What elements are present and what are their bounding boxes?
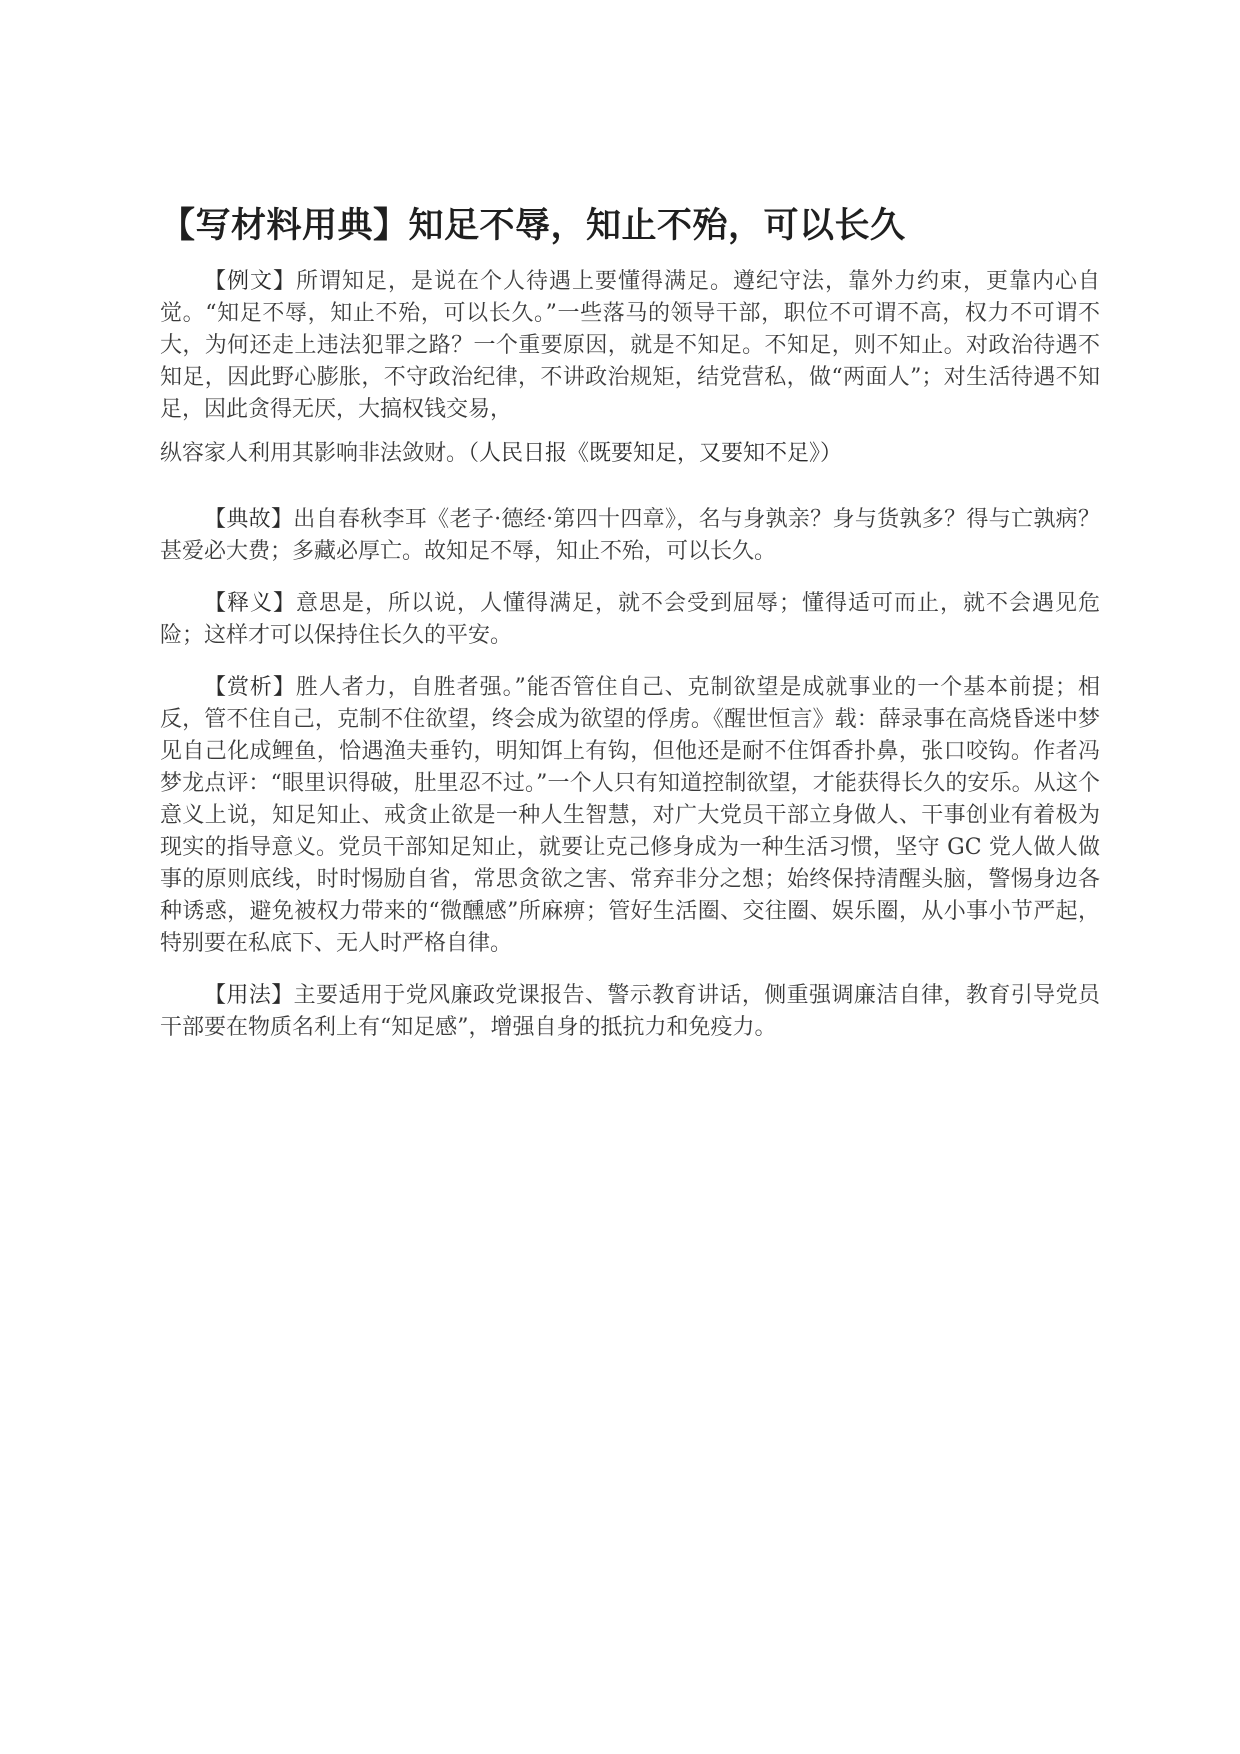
allusion-label: 【典故】	[204, 507, 294, 532]
example-source: （人民日报《既要知足，又要知不足》）	[468, 441, 843, 466]
example-text-tail: 纵容家人利用其影响非法敛财。	[160, 441, 469, 466]
document-page	[160, 204, 1100, 1064]
meaning-paragraph	[160, 588, 1100, 652]
meaning-text: 意思是，所以说，人懂得满足，就不会受到屈辱；懂得适可而止，就不会遇见危险；这样才可以保持住长久的平安。	[160, 591, 1100, 648]
allusion-text: 出自春秋李耳《老子·德经·第四十四章》，名与身孰亲？身与货孰多？得与亡孰病？甚爱必大费；多藏必厚亡。故知足不辱，知止不殆，可以长久。	[160, 507, 1100, 564]
document-title: 【写材料用典】知足不辱，知止不殆，可以长久	[160, 206, 906, 246]
example-tail-line	[160, 438, 1100, 470]
usage-label: 【用法】	[204, 983, 294, 1008]
meaning-label: 【释义】	[204, 591, 296, 616]
analysis-paragraph	[160, 672, 1100, 960]
example-text: 所谓知足，是说在个人待遇上要懂得满足。遵纪守法，靠外力约束，更靠内心自觉。“知足不辱，知止不殆，可以长久。”一些落马的领导干部，职位不可谓不高，权力不可谓不大，为何还走上违法犯罪之路？一个重要原因，就是不知足。不知足，则不知止。对政治待遇不知足，因此野心膨胀，不守政治纪律，不讲政治规矩，结党营私，做“两面人”；对生活待遇不知足，因此贪得无厌，大搞权钱交易，	[160, 269, 1100, 422]
analysis-label: 【赏析】	[204, 675, 296, 700]
analysis-text: 胜人者力，自胜者强。”能否管住自己、克制欲望是成就事业的一个基本前提；相反，管不住自己，克制不住欲望，终会成为欲望的俘虏。《醒世恒言》载：薛录事在高烧昏迷中梦见自己化成鲤鱼，恰遇渔夫垂钓，明知饵上有钩，但他还是耐不住饵香扑鼻，张口咬钩。作者冯梦龙点评：“眼里识得破，肚里忍不过。”一个人只有知道控制欲望，才能获得长久的安乐。从这个意义上说，知足知止、戒贪止欲是一种人生智慧，对广大党员干部立身做人、干事创业有着极为现实的指导意义。党员干部知足知止，就要让克己修身成为一种生活习惯，坚守 GC 党人做人做事的原则底线，时时惕励自省，常思贪欲之害、常弃非分之想；始终保持清醒头脑，警惕身边各种诱惑，避免被权力带来的“微醺感”所麻痹；管好生活圈、交往圈、娱乐圈，从小事小节严起，特别要在私底下、无人时严格自律。	[160, 675, 1100, 956]
allusion-paragraph	[160, 504, 1100, 568]
example-paragraph	[160, 266, 1100, 470]
usage-text: 主要适用于党风廉政党课报告、警示教育讲话，侧重强调廉洁自律，教育引导党员干部要在物质名利上有“知足感”，增强自身的抵抗力和免疫力。	[160, 983, 1100, 1040]
example-label: 【例文】	[204, 269, 296, 294]
usage-paragraph	[160, 980, 1100, 1044]
